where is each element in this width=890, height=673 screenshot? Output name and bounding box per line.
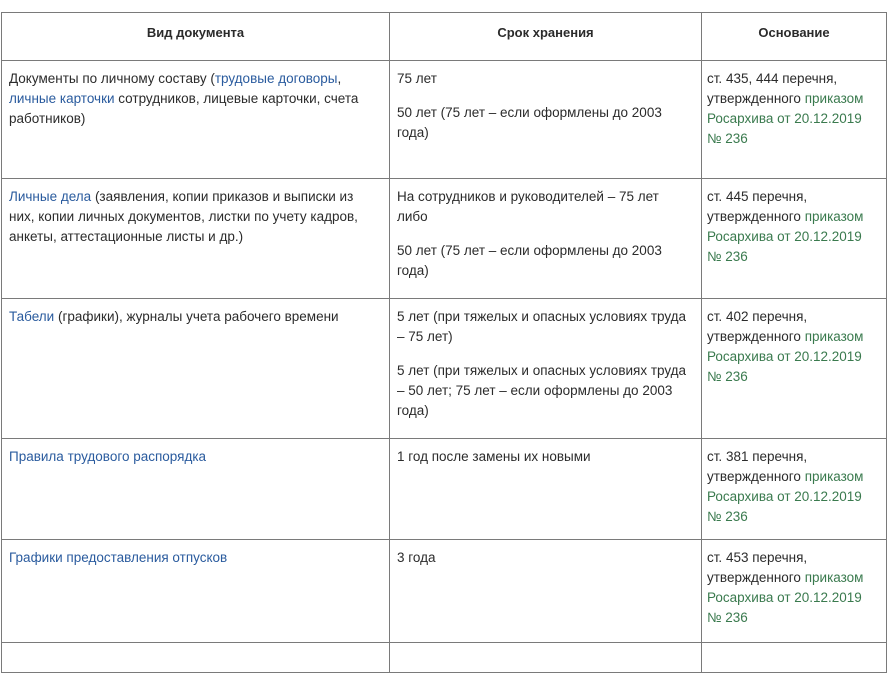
doc-type-text: сотрудников, лицевые карточки, счета работников) (9, 91, 359, 126)
basis-cell (702, 439, 887, 540)
basis-order-link[interactable]: приказом Росархива от 20.12.2019 № 236 (707, 570, 864, 625)
doc-type-link[interactable]: Правила трудового распорядка (9, 449, 207, 464)
doc-type-link[interactable]: Личные дела (9, 189, 92, 204)
basis-order-link[interactable]: приказом Росархива от 20.12.2019 № 236 (707, 209, 864, 264)
table-row (2, 643, 887, 673)
table-row (2, 179, 887, 299)
doc-type-cell (2, 61, 390, 179)
empty-cell (702, 643, 887, 673)
table-row (2, 299, 887, 439)
retention-period-text: 75 лет (397, 71, 437, 86)
table-header-row (2, 13, 887, 61)
table-row (2, 61, 887, 179)
header-basis: Основание (702, 13, 887, 61)
doc-type-link[interactable]: трудовые договоры (214, 71, 338, 86)
basis-text: ст. 435, 444 перечня, утвержденного (707, 71, 838, 106)
header-doc-type: Вид документа (2, 13, 390, 61)
header-retention-period: Срок хранения (390, 13, 702, 61)
basis-text: ст. 445 перечня, утвержденного (707, 189, 808, 224)
retention-period-text: 3 года (397, 550, 436, 565)
basis-cell (702, 61, 887, 179)
table-row (2, 540, 887, 643)
basis-cell (702, 179, 887, 299)
empty-cell (390, 643, 702, 673)
retention-period-cell (390, 540, 702, 643)
retention-period-cell (390, 439, 702, 540)
basis-cell (702, 299, 887, 439)
basis-order-link[interactable]: приказом Росархива от 20.12.2019 № 236 (707, 91, 864, 146)
doc-type-cell (2, 299, 390, 439)
doc-type-text: , (337, 71, 342, 86)
doc-type-text: (заявления, копии приказов и выписки из них, копии личных документов, листки по учету кадров, анкеты, аттестационные листы и др.) (9, 189, 358, 244)
retention-period-text: 50 лет (75 лет – если оформлены до 2003 года) (397, 243, 662, 278)
basis-order-link[interactable]: приказом Росархива от 20.12.2019 № 236 (707, 329, 864, 384)
doc-type-link[interactable]: Графики предоставления отпусков (9, 550, 228, 565)
retention-period-cell (390, 299, 702, 439)
retention-period-text: 5 лет (при тяжелых и опасных условиях труда – 50 лет; 75 лет – если оформлены до 2003 года) (397, 363, 687, 418)
retention-period-text: 50 лет (75 лет – если оформлены до 2003 года) (397, 105, 662, 140)
empty-cell (2, 643, 390, 673)
doc-type-text: (графики), журналы учета рабочего времени (54, 309, 339, 324)
basis-text: ст. 402 перечня, утвержденного (707, 309, 808, 344)
basis-cell (702, 540, 887, 643)
retention-period-text: 5 лет (при тяжелых и опасных условиях труда – 75 лет) (397, 309, 687, 344)
retention-period-cell (390, 61, 702, 179)
retention-period-text: На сотрудников и руководителей – 75 лет либо (397, 189, 659, 224)
basis-order-link[interactable]: приказом Росархива от 20.12.2019 № 236 (707, 469, 864, 524)
basis-text: ст. 453 перечня, утвержденного (707, 550, 808, 585)
doc-type-text: Документы по личному составу ( (9, 71, 215, 86)
retention-period-cell (390, 179, 702, 299)
table-row (2, 439, 887, 540)
doc-type-cell (2, 179, 390, 299)
retention-table (1, 12, 887, 673)
doc-type-cell (2, 439, 390, 540)
basis-text: ст. 381 перечня, утвержденного (707, 449, 808, 484)
doc-type-link[interactable]: личные карточки (9, 91, 115, 106)
doc-type-link[interactable]: Табели (9, 309, 55, 324)
doc-type-cell (2, 540, 390, 643)
retention-period-text: 1 год после замены их новыми (397, 449, 591, 464)
